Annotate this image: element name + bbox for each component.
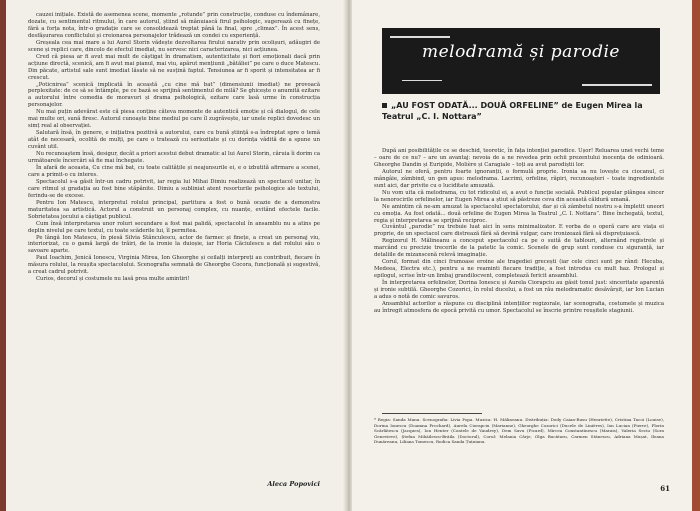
left-paragraph: „Poticnirea” scenică implicată în această „cu cine mă bat” (dimensiunii imediat) ne provoacă perplexitate: de ce să se întâmple, pe ce bază se sprijină sentimentul de milă? Se ghicește o anumită ezitare a autorului între comedia de moravuri și drama psihologică, ezitare care lasă urme în construcția personajelor. xyxy=(28,81,320,109)
banner-title: melodramă și parodie xyxy=(422,42,620,62)
bullet-icon xyxy=(382,103,387,108)
right-paragraph: Autorul ne oferă, pentru foarte ignoranții, o formulă proprie. Ironia sa nu lovește cu ciocanul, ci mângâie, zâmbind, un gen apus: melodrama. Lacrimi, orfeline, răpiri, recunoașteri – toate ingredientele sunt aici, dar privite cu o luciditate amuzată. xyxy=(374,168,664,189)
binding-edge-right xyxy=(692,0,700,511)
right-paragraph: Corul, format din cinci frumoase eroine ale tragediei grecești (iar cele cinci sunt pe rând: Hecuba, Medeea, Electra etc.), pentru a ne reaminti fiecare tradiție, a fost introdus cu mult haz. Prologul și epilogul, scrise într-un limbaj grandilocvent, completează fericit ansamblul. xyxy=(374,259,664,280)
right-paragraph: În interpretarea orfelinelor, Dorina Ionescu și Aurela Ciorapciu au găsit tonul just: sinceritate aparentă și ironie subtilă. Gheorghe Cozorici, în rolul ducelui, a fost un rău melodramatic desăvârșit, iar Ion Lucian a adus o notă de comic savuros. xyxy=(374,280,664,301)
right-paragraph: Nu vom uita că melodrama, cu tot ridicolul ei, a avut o funcție socială. Publicul popular plângea sincer la nenorocirile orfelinelor, iar Eugen Mirea a știut să păstreze ceva din această căldură umană. xyxy=(374,189,664,203)
page-number: 61 xyxy=(660,484,670,493)
cast-credits: * Regia: Sanda Manu. Scenografia: Livia Popa. Muzica: H. Mălineanu. Distribuția: Dody Caian-Rusu (Henriette), Cristina Tacoi (Louise), Dorina Ionescu (Doamna Frochard), Aurela Ciorapciu (Marianne), Gheorghe Cozorici (Ducele de Linières), Ion Lucian (Pierre), Florin Scărlătescu (Jacques), Ion Henter (Contele de Vaudrey), Dem Savu (Picard), Mircea Constantinescu (Marais), Valeria Seciu (Sora Genevieve), Ștefan Mihăilescu-Brăila (Doctorul), Corul: Melania Cârje, Olga Bucătaru, Carmen Stănescu, Adriana Mușat, Ileana Dunăreanu, Liliana Tomescu, Rodica Sanda Țuțuianu. xyxy=(374,417,664,445)
right-paragraph: Ne amintim că ne-am amuzat la spectacolul spectatorului, dar și că zâmbetul nostru s-a împletit uneori cu emoția. Au fost odată... două orfeline de Eugen Mirea la Teatrul „C. I. Nottara”. Bine închegată, textul, regia și interpretarea se sprijină reciproc. xyxy=(374,203,664,224)
left-paragraph: Cred că piesa ar fi avut mai mult de câștigat în dramatism, autenticitate și fiori emoționali dacă prin acțiune directă, scenică, am fi avut mai pianul, mai viu, apărut mențiunii „bătăliei” pe care o duce Matescu. Din păcate, artistul sale sunt imediat lăsate să ne susțină faptul. Tensiunea ar fi sporit și intensitatea ar fi crescut. xyxy=(28,53,320,81)
left-paragraph: Cum însă interpretarea unor roluri secundare a fost mai palidă, spectacolul în ansamblu nu a atins pe deplin nivelul pe care textul, cu toate scăderile lui, îl permitea. xyxy=(28,220,320,234)
right-paragraph: După ani posibilitățile ce se deschid, teoretic, în fața intenției parodice. Ușor! Reluarea unei vechi teme – oare de ce nu? – are un avantaj: nevoia de a ne revedea prin ochii prezentului inocența de odinioară. Gheorghe Dandin și Euripide, Molière și Caragiale – toți au avut parodiștii lor. xyxy=(374,148,664,168)
footnote-rule xyxy=(382,413,482,414)
left-article-body xyxy=(28,12,320,283)
left-page xyxy=(6,0,346,511)
right-paragraph: Regizorul H. Mălineanu a conceput spectacolul ca pe o suită de tablouri, alternând registrele și marcând cu precizie trecerile de la patetic la comic. Scenele de grup sunt conduse cu siguranță, iar detaliile de mizanscenă relevă imaginație. xyxy=(374,238,664,259)
banner-stripe xyxy=(582,84,652,86)
left-paragraph: Nu mai puțin adevărat este că piesa conține câteva momente de autentică emoție și că dialogul, de cele mai multe ori, sună firesc. Autorul cunoaște bine mediul pe care îl zugrăvește, iar unele replici dovedesc un simț real al observației. xyxy=(28,109,320,130)
left-paragraph: Greșeala cea mai mare a lui Aurel Storin vădește dezvoltarea firului narativ prin ocolișuri, adăugiri de scene și replici care, dincolo de efectul imediat, nu servesc nici caracterizarea, nici acțiunea. xyxy=(28,39,320,53)
author-signature: Aleca Popovici xyxy=(267,480,320,488)
banner-stripe xyxy=(402,80,442,81)
section-banner xyxy=(382,28,660,94)
left-paragraph: Pe lângă Ion Matescu, în piesă Silvia Stănculescu, actor de farmec și finețe, a creat un personaj viu, interiorizat, cu o gamă largă de trăiri, de la ironie la duioșie, iar Horia Căciulescu a dat rolului său o savoare aparte. xyxy=(28,234,320,255)
banner-stripe xyxy=(390,36,450,38)
headline-text: „AU FOST ODATĂ... DOUĂ ORFELINE” de Eugen Mirea la Teatrul „C. I. Nottara” xyxy=(382,101,643,121)
article-headline xyxy=(382,100,666,122)
right-page xyxy=(352,0,692,511)
left-paragraph: Paul Ioachim, Jenică Ionescu, Virginia Mirea, Ion Gheorghe și ceilalți interpreți au contribuit, fiecare în măsura rolului, la reușita spectacolului. Scenografia semnată de Gheorghe Cocora, funcțională și sugestivă, a creat cadrul potrivit. xyxy=(28,255,320,276)
left-paragraph: Curios, decorul și costumele nu lasă prea multe amintiri! xyxy=(36,276,190,283)
left-paragraph: Spectacolul s-a găsit într-un cadru potrivit, iar regia lui Mihai Dimiu realizează un spectacol unitar, în care ritmul și gradația au fost bine stăpânite. Dimiu a subliniat atent resorturile psihologice ale textului, ferindu-se de excese. xyxy=(28,178,320,199)
left-paragraph: cauzei inițiale. Există de asemenea scene, momente „rotunde” prin construcție, conduse cu îndemânare, dozate, cu sentimentul ritmului, în care autorul, știind să mânuiască firul psihologic, sugerează cu finețe, fără a forța nota, într-o gradație care se consolidează treptat până la final, spre „climax”. În acest sens, desfășurarea conflictului și creionarea personajelor trădează un condei cu experiență. xyxy=(28,12,320,39)
left-paragraph: În afară de aceasta, Cu cine mă bat, cu toate calitățile și neajunsurile ei, e o izbutită afirmare a scenei, care a primit-o cu interes. xyxy=(28,164,320,178)
left-paragraph: Nu recunoaștem însă, desigur, decât a priori acestui debut dramatic al lui Aurel Storin, căruia îi dorim ca următoarele încercări să fie mai închegate. xyxy=(28,151,320,165)
right-article-body xyxy=(374,148,664,315)
right-paragraph: Ansamblul actorilor a răspuns cu disciplină intențiilor regizorale, iar scenografia, costumele și muzica au întregit atmosfera de epocă privită cu umor. Spectacolul se înscrie printre reușitele stagiunii. xyxy=(374,300,664,314)
left-paragraph: Salutară însă, în genere, e inițiativa pozitivă a autorului, care cu bună știință s-a îndreptat spre o temă atât de necesară, ocolită de mulți, pe care o tratează cu seriozitate și cu dorința vădită de a spune un cuvânt util. xyxy=(28,130,320,151)
left-paragraph: Pentru Ion Matescu, interpretul rolului principal, partitura a fost o bună ocazie de a demonstra maturitatea sa artistică. Actorul a construit un personaj complex, cu nuanțe, evitând efectele facile. Sobrietatea jocului a câștigat publicul. xyxy=(28,199,320,220)
right-paragraph: Cuvântul „parodie” nu trebuie luat aici în sens minimalizator. E vorba de o operă care are viața ei proprie, de un spectacol care distrează fără să devină vulgar, care ironizează fără să disprețuiască. xyxy=(374,224,664,238)
